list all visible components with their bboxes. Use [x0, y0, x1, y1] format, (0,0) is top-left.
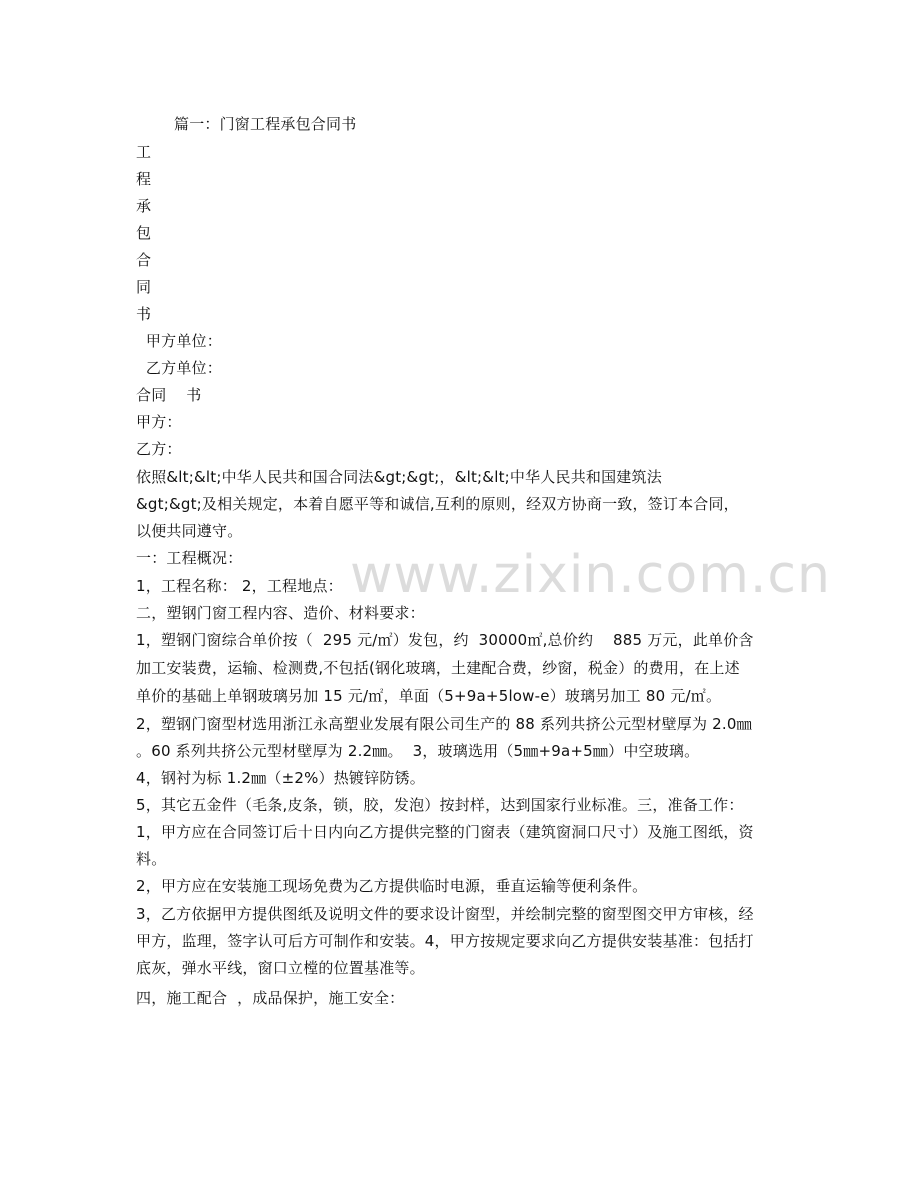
- document-title: 篇一：门窗工程承包合同书: [174, 115, 357, 133]
- text-line: 以便共同遵守。: [136, 522, 243, 540]
- watermark: www.zixin.com.cn: [350, 545, 831, 605]
- vertical-title-char: 合: [136, 251, 152, 269]
- section-heading: 一：工程概况：: [136, 549, 243, 567]
- vertical-title-char: 同: [136, 278, 152, 296]
- section-heading: 二，塑钢门窗工程内容、造价、材料要求：: [136, 604, 425, 622]
- text-line: 依照&lt;&lt;中华人民共和国合同法&gt;&gt;，&lt;&lt;中华人民共和国建筑法: [136, 468, 662, 486]
- party-a-unit-label: 甲方单位：: [136, 332, 222, 350]
- vertical-title-char: 承: [136, 197, 152, 215]
- party-b-unit-label: 乙方单位：: [136, 359, 222, 377]
- party-b-label: 乙方：: [136, 440, 182, 458]
- text-line: 1，塑钢门窗综合单价按（ 295 元/㎡）发包，约 30000㎡,总价约 885 万元，此单价含: [136, 631, 754, 649]
- vertical-title-char: 包: [136, 224, 152, 242]
- text-line: 1，工程名称： 2，工程地点：: [136, 577, 343, 595]
- text-line: &gt;&gt;及相关规定，本着自愿平等和诚信,互利的原则，经双方协商一致，签订本合同，: [136, 495, 739, 513]
- text-line: 加工安装费，运输、检测费,不包括(钢化玻璃，土建配合费，纱窗，税金）的费用，在上述: [136, 659, 740, 677]
- text-line: 料。: [136, 850, 167, 868]
- vertical-title-char: 工: [136, 143, 152, 161]
- party-a-label: 甲方：: [136, 413, 182, 431]
- contract-heading: 合同 书: [136, 386, 202, 404]
- text-line: 甲方，监理，签字认可后方可制作和安装。4，甲方按规定要求向乙方提供安装基准：包括打: [136, 932, 754, 950]
- text-line: 2，甲方应在安装施工现场免费为乙方提供临时电源，垂直运输等便利条件。: [136, 877, 648, 895]
- section-heading: 四，施工配合 ，成品保护，施工安全：: [136, 989, 405, 1007]
- vertical-title-char: 程: [136, 170, 152, 188]
- text-line: 1，甲方应在合同签订后十日内向乙方提供完整的门窗表（建筑窗洞口尺寸）及施工图纸，资: [136, 823, 754, 841]
- text-line: 。60 系列共挤公元型材壁厚为 2.2㎜。 3，玻璃选用（5㎜+9a+5㎜）中空玻璃。: [136, 742, 700, 760]
- text-line: 2，塑钢门窗型材选用浙江永高塑业发展有限公司生产的 88 系列共挤公元型材壁厚为 2.0㎜: [136, 715, 752, 733]
- text-line: 底灰，弹水平线，窗口立樘的位置基准等。: [136, 959, 425, 977]
- text-line: 3，乙方依据甲方提供图纸及说明文件的要求设计窗型，并绘制完整的窗型图交甲方审核，经: [136, 905, 754, 923]
- text-line: 4，钢衬为标 1.2㎜（±2%）热镀锌防锈。: [136, 769, 425, 787]
- text-line: 单价的基础上单钢玻璃另加 15 元/㎡，单面（5+9a+5low-e）玻璃另加工 80 元/㎡。: [136, 687, 722, 705]
- text-line: 5，其它五金件（毛条,皮条，锁，胶，发泡）按封样，达到国家行业标准。三，准备工作：: [136, 796, 744, 814]
- vertical-title-char: 书: [136, 305, 152, 323]
